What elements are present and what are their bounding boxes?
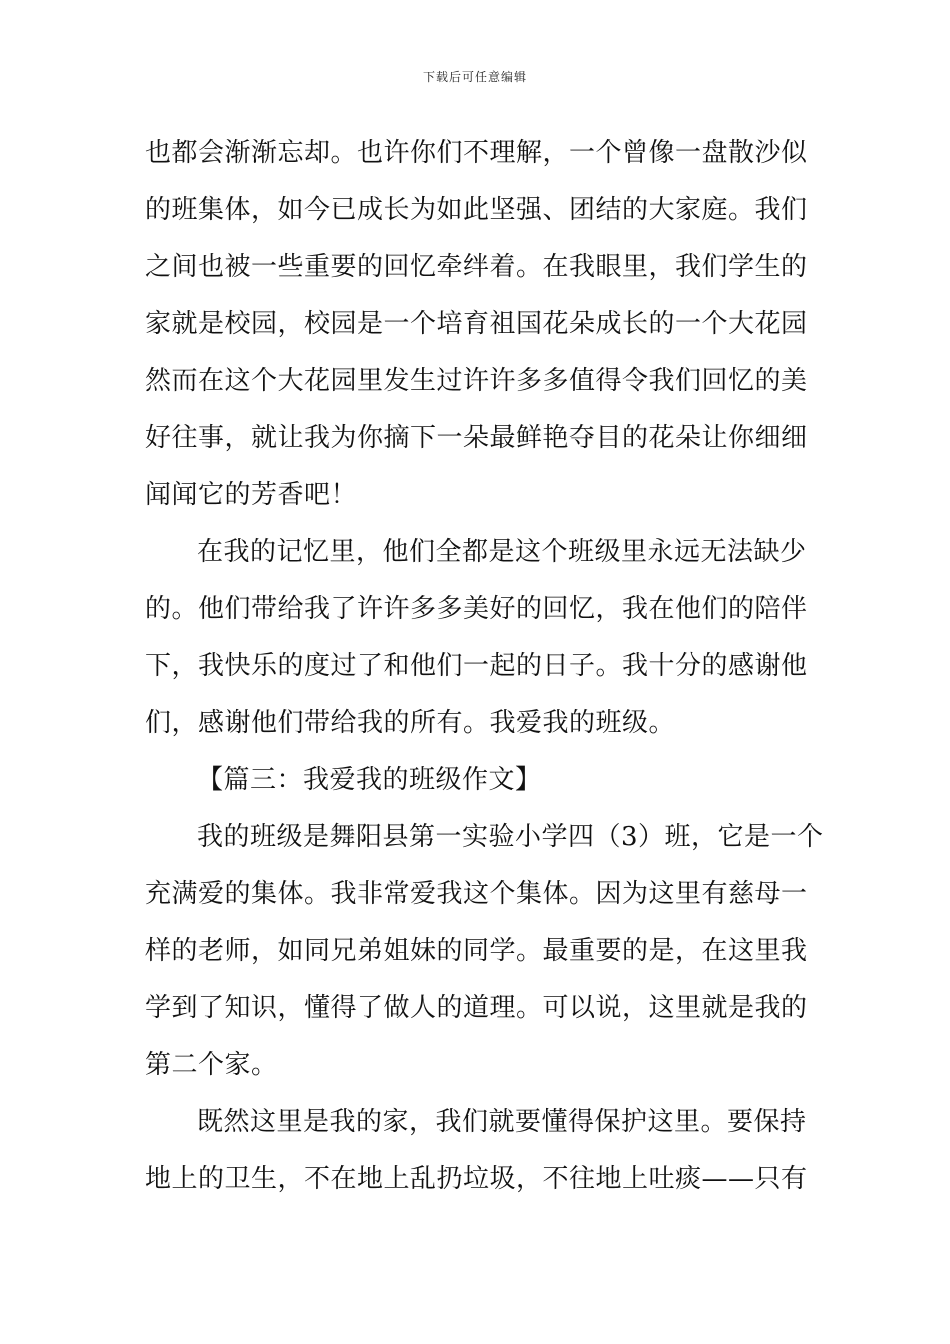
page-header: 下载后可任意编辑 xyxy=(422,70,527,84)
text-line: 的。他们带给我了许许多多美好的回忆，我在他们的陪伴 xyxy=(145,594,808,624)
text-line: 样的老师，如同兄弟姐妹的同学。最重要的是，在这里我 xyxy=(145,936,808,966)
text-line: 既然这里是我的家，我们就要懂得保护这里。要保持 xyxy=(197,1107,807,1137)
text-line: 闻闻它的芳香吧！ xyxy=(145,480,358,510)
text-line: 我的班级是舞阳县第一实验小学四（3）班，它是一个 xyxy=(197,822,824,852)
text-line: 地上的卫生，不在地上乱扔垃圾，不往地上吐痰——只有 xyxy=(145,1164,808,1194)
text-line: 家就是校园，校园是一个培育祖国花朵成长的一个大花园 xyxy=(145,309,808,339)
text-line: 在我的记忆里，他们全都是这个班级里永远无法缺少 xyxy=(197,537,807,567)
text-line: 【篇三：我爱我的班级作文】 xyxy=(197,765,542,795)
text-line: 下，我快乐的度过了和他们一起的日子。我十分的感谢他 xyxy=(145,651,808,681)
text-line: 充满爱的集体。我非常爱我这个集体。因为这里有慈母一 xyxy=(145,879,808,909)
text-line: 学到了知识，懂得了做人的道理。可以说，这里就是我的 xyxy=(145,993,808,1023)
document-body xyxy=(145,125,824,1208)
text-line: 的班集体，如今已成长为如此坚强、团结的大家庭。我们 xyxy=(145,195,808,225)
text-line: 第二个家。 xyxy=(145,1050,278,1080)
text-line: 们，感谢他们带给我的所有。我爱我的班级。 xyxy=(145,708,676,738)
text-line: 好往事，就让我为你摘下一朵最鲜艳夺目的花朵让你细细 xyxy=(145,423,808,453)
text-line: 也都会渐渐忘却。也许你们不理解，一个曾像一盘散沙似 xyxy=(145,138,808,168)
text-line: 然而在这个大花园里发生过许许多多值得令我们回忆的美 xyxy=(145,366,808,396)
text-line: 之间也被一些重要的回忆牵绊着。在我眼里，我们学生的 xyxy=(145,252,808,282)
